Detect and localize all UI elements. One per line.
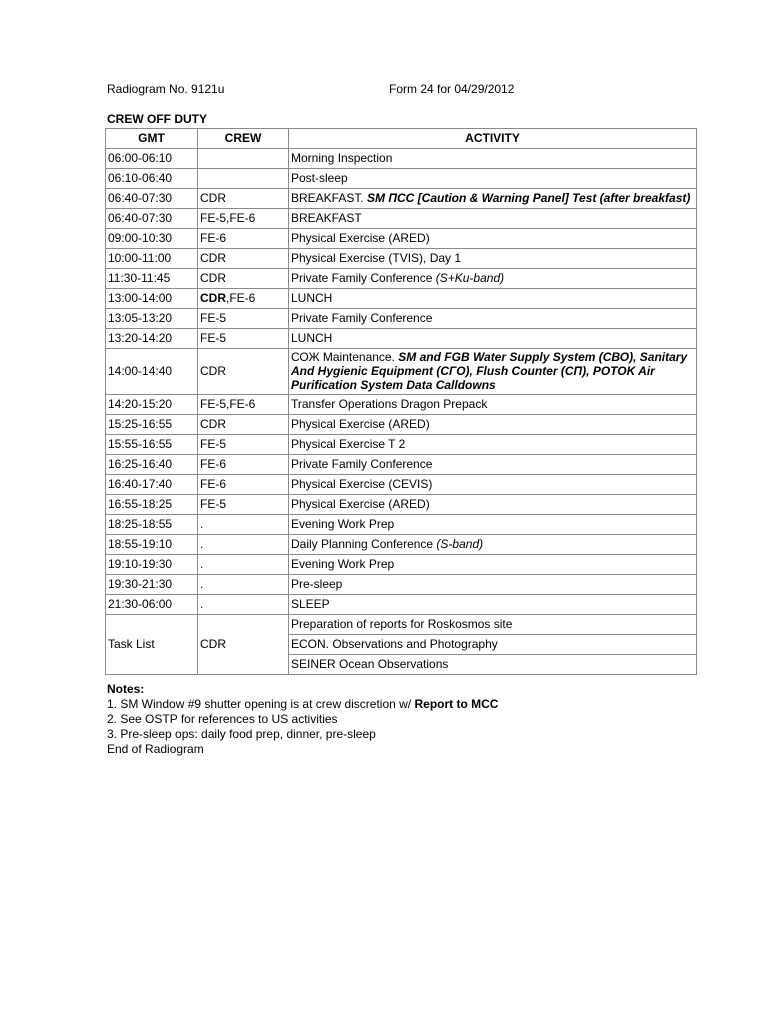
task-item: Preparation of reports for Roskosmos site — [289, 615, 697, 635]
crew-cell — [198, 149, 289, 169]
note-1-text: 1. SM Window #9 shutter opening is at crew discretion w/ — [107, 697, 415, 711]
activity-cell: Morning Inspection — [289, 149, 697, 169]
table-row — [106, 289, 697, 309]
crew-cell: CDR — [198, 415, 289, 435]
activity-cell: SLEEP — [289, 595, 697, 615]
activity-cell — [289, 349, 697, 395]
crew-cell: CDR — [198, 249, 289, 269]
crew-bold: CDR — [200, 291, 226, 305]
activity-cell: Post-sleep — [289, 169, 697, 189]
note-1-bold: Report to MCC — [414, 697, 499, 711]
note-2: 2. See OSTP for references to US activities — [107, 712, 338, 726]
activity-emphasis: SM ПСС [Caution & Warning Panel] Test (after breakfast) — [367, 191, 691, 205]
gmt-cell: 06:00-06:10 — [106, 149, 198, 169]
activity-italic: (S-band) — [436, 537, 484, 551]
table-row — [106, 149, 697, 169]
activity-text: СОЖ Maintenance. — [291, 350, 399, 364]
table-row — [106, 555, 697, 575]
activity-cell: Physical Exercise (ARED) — [289, 415, 697, 435]
crew-cell: FE-5,FE-6 — [198, 209, 289, 229]
activity-cell: Evening Work Prep — [289, 515, 697, 535]
notes-section — [107, 682, 498, 757]
table-row — [106, 189, 697, 209]
gmt-cell: 18:25-18:55 — [106, 515, 198, 535]
crew-cell — [198, 169, 289, 189]
column-header-gmt: GMT — [106, 129, 198, 149]
activity-cell: LUNCH — [289, 329, 697, 349]
gmt-cell: 06:40-07:30 — [106, 209, 198, 229]
crew-cell: . — [198, 515, 289, 535]
document-header — [107, 82, 707, 96]
activity-italic: (S+Ku-band) — [435, 271, 505, 285]
crew-cell: FE-6 — [198, 475, 289, 495]
gmt-cell: 14:00-14:40 — [106, 349, 198, 395]
schedule-table — [105, 128, 697, 675]
note-1 — [107, 697, 498, 712]
table-row — [106, 309, 697, 329]
crew-cell: FE-5 — [198, 435, 289, 455]
column-header-activity: ACTIVITY — [289, 129, 697, 149]
activity-cell — [289, 269, 697, 289]
notes-title: Notes: — [107, 682, 145, 696]
gmt-cell: 11:30-11:45 — [106, 269, 198, 289]
table-row — [106, 595, 697, 615]
crew-cell: FE-6 — [198, 229, 289, 249]
radiogram-number: Radiogram No. 9121u — [107, 82, 225, 96]
activity-cell: Transfer Operations Dragon Prepack — [289, 395, 697, 415]
activity-cell: Physical Exercise (ARED) — [289, 495, 697, 515]
activity-cell: LUNCH — [289, 289, 697, 309]
crew-cell: CDR — [198, 189, 289, 209]
end-of-radiogram: End of Radiogram — [107, 742, 204, 756]
activity-cell — [289, 189, 697, 209]
table-row — [106, 269, 697, 289]
activity-cell: Physical Exercise (ARED) — [289, 229, 697, 249]
task-list-crew: CDR — [198, 615, 289, 675]
gmt-cell: 06:10-06:40 — [106, 169, 198, 189]
activity-cell: Private Family Conference — [289, 309, 697, 329]
table-row — [106, 495, 697, 515]
task-list-row — [106, 615, 697, 635]
table-row — [106, 575, 697, 595]
gmt-cell: 16:40-17:40 — [106, 475, 198, 495]
activity-text: BREAKFAST. — [291, 191, 368, 205]
gmt-cell: 18:55-19:10 — [106, 535, 198, 555]
table-row — [106, 169, 697, 189]
task-item: ECON. Observations and Photography — [289, 635, 697, 655]
table-row — [106, 535, 697, 555]
crew-cell: FE-5,FE-6 — [198, 395, 289, 415]
crew-rest: ,FE-6 — [226, 291, 256, 305]
activity-cell: Physical Exercise (CEVIS) — [289, 475, 697, 495]
gmt-cell: 10:00-11:00 — [106, 249, 198, 269]
crew-cell: CDR — [198, 349, 289, 395]
table-row — [106, 455, 697, 475]
crew-cell: . — [198, 555, 289, 575]
activity-cell: Physical Exercise (TVIS), Day 1 — [289, 249, 697, 269]
activity-cell — [289, 535, 697, 555]
gmt-cell: 15:25-16:55 — [106, 415, 198, 435]
form-date: Form 24 for 04/29/2012 — [389, 82, 515, 96]
table-row — [106, 415, 697, 435]
crew-cell: CDR — [198, 269, 289, 289]
table-row — [106, 395, 697, 415]
crew-cell: FE-5 — [198, 309, 289, 329]
note-3: 3. Pre-sleep ops: daily food prep, dinner, pre-sleep — [107, 727, 376, 741]
gmt-cell: 13:05-13:20 — [106, 309, 198, 329]
gmt-cell: 09:00-10:30 — [106, 229, 198, 249]
crew-cell: FE-5 — [198, 329, 289, 349]
gmt-cell: 15:55-16:55 — [106, 435, 198, 455]
crew-cell: . — [198, 535, 289, 555]
table-row — [106, 229, 697, 249]
gmt-cell: 16:25-16:40 — [106, 455, 198, 475]
gmt-cell: 21:30-06:00 — [106, 595, 198, 615]
table-row — [106, 435, 697, 455]
gmt-cell: 14:20-15:20 — [106, 395, 198, 415]
gmt-cell: 06:40-07:30 — [106, 189, 198, 209]
section-title: CREW OFF DUTY — [107, 112, 207, 126]
column-header-crew: CREW — [198, 129, 289, 149]
gmt-cell: 16:55-18:25 — [106, 495, 198, 515]
table-row — [106, 515, 697, 535]
task-item: SEINER Ocean Observations — [289, 655, 697, 675]
gmt-cell: 13:20-14:20 — [106, 329, 198, 349]
activity-cell: Physical Exercise T 2 — [289, 435, 697, 455]
table-header-row — [106, 129, 697, 149]
table-row — [106, 349, 697, 395]
table-row — [106, 209, 697, 229]
task-list-label: Task List — [106, 615, 198, 675]
crew-cell: . — [198, 575, 289, 595]
activity-cell: Evening Work Prep — [289, 555, 697, 575]
crew-cell — [198, 289, 289, 309]
table-row — [106, 249, 697, 269]
crew-cell: FE-5 — [198, 495, 289, 515]
gmt-cell: 13:00-14:00 — [106, 289, 198, 309]
activity-cell: Pre-sleep — [289, 575, 697, 595]
crew-cell: FE-6 — [198, 455, 289, 475]
table-row — [106, 475, 697, 495]
crew-cell: . — [198, 595, 289, 615]
activity-emphasis: SM and FGB Water Supply System (СВО), Sanitary And Hygienic Equipment (СГО), Flush Counter (СП), POTOK Air Purification System Data Calldowns — [291, 350, 688, 392]
activity-cell: Private Family Conference — [289, 455, 697, 475]
activity-cell: BREAKFAST — [289, 209, 697, 229]
table-row — [106, 329, 697, 349]
activity-text: Daily Planning Conference — [291, 537, 437, 551]
gmt-cell: 19:30-21:30 — [106, 575, 198, 595]
activity-text: Private Family Conference — [291, 271, 436, 285]
gmt-cell: 19:10-19:30 — [106, 555, 198, 575]
